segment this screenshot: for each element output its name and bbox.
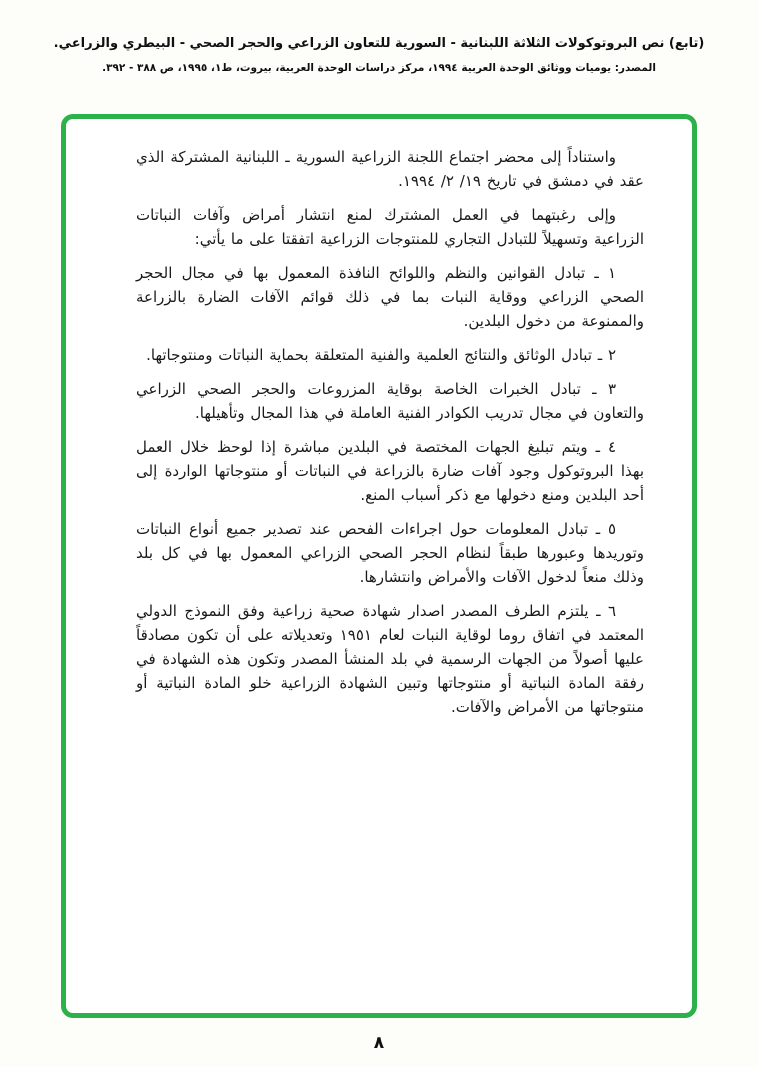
paragraph-intro: وإلى رغبتهما في العمل المشترك لمنع انتشار أمراض وآفات النباتات الزراعية وتسهيلاً للتبادل التجاري للمنتوجات الزراعية اتفقتا على ما يأتي:: [136, 206, 644, 248]
clause-3: ٣ ـ تبادل الخبرات الخاصة بوقاية المزروعات والحجر الصحي الزراعي والتعاون في مجال تدريب الكوادر الفنية العاملة في هذا المجال وتأهيلها.: [136, 380, 644, 422]
page-number: ٨: [373, 1033, 385, 1053]
clause-1: ١ ـ تبادل القوانين والنظم واللوائح النافذة المعمول بها في مجال الحجر الصحي الزراعي ووقاية النبات بما في ذلك قوائم الآفات الضارة بالزراعة والممنوعة من دخول البلدين.: [136, 264, 644, 330]
clause-2: ٢ ـ تبادل الوثائق والنتائج العلمية والفنية المتعلقة بحماية النباتات ومنتوجاتها.: [146, 346, 616, 364]
clause-5: ٥ ـ تبادل المعلومات حول اجراءات الفحص عند تصدير جميع أنواع النباتات وتوريدها وعبورها طبقاً لنظام الحجر الصحي الزراعي المعمول بها في كل بلد وذلك منعاً لدخول الآفات والأمراض وانتشارها.: [136, 520, 644, 586]
source-citation: المصدر: يوميات ووثائق الوحدة العربية ١٩٩٤، مركز دراسات الوحدة العربية، بيروت، ط١، ١٩٩٥، ص ٣٨٨ - ٣٩٢.: [102, 62, 656, 74]
paragraph-preamble: واستناداً إلى محضر اجتماع اللجنة الزراعية السورية ـ اللبنانية المشتركة الذي عقد في دمشق في تاريخ ١٩/ ٢/ ١٩٩٤.: [136, 148, 644, 190]
page-header: [0, 0, 758, 74]
document-title: (تابع) نص البروتوكولات الثلاثة اللبنانية - السورية للتعاون الزراعي والحجر الصحي - البيطري والزراعي.: [53, 36, 705, 51]
clause-6: ٦ ـ يلتزم الطرف المصدر اصدار شهادة صحية زراعية وفق النموذج الدولي المعتمد في اتفاق روما لوقاية النبات لعام ١٩٥١ وتعديلاته على أن تكون مصادقاً عليها أصولاً من الجهات الرسمية في بلد المنشأ المصدر وتكون هذه الشهادة في رفقة المادة النباتية أو منتوجاتها وتبين الشهادة الزراعية خلو المادة النباتية أو منتوجاتها من الأمراض والآفات.: [136, 602, 645, 716]
clause-4: ٤ ـ ويتم تبليغ الجهات المختصة في البلدين مباشرة إذا لوحظ خلال العمل بهذا البروتوكول وجود آفات ضارة بالزراعة في النباتات أو منتوجاتها الواردة إلى أحد البلدين ومنع دخولها مع ذكر أسباب المنع.: [136, 438, 644, 504]
content-box: [61, 114, 697, 1018]
